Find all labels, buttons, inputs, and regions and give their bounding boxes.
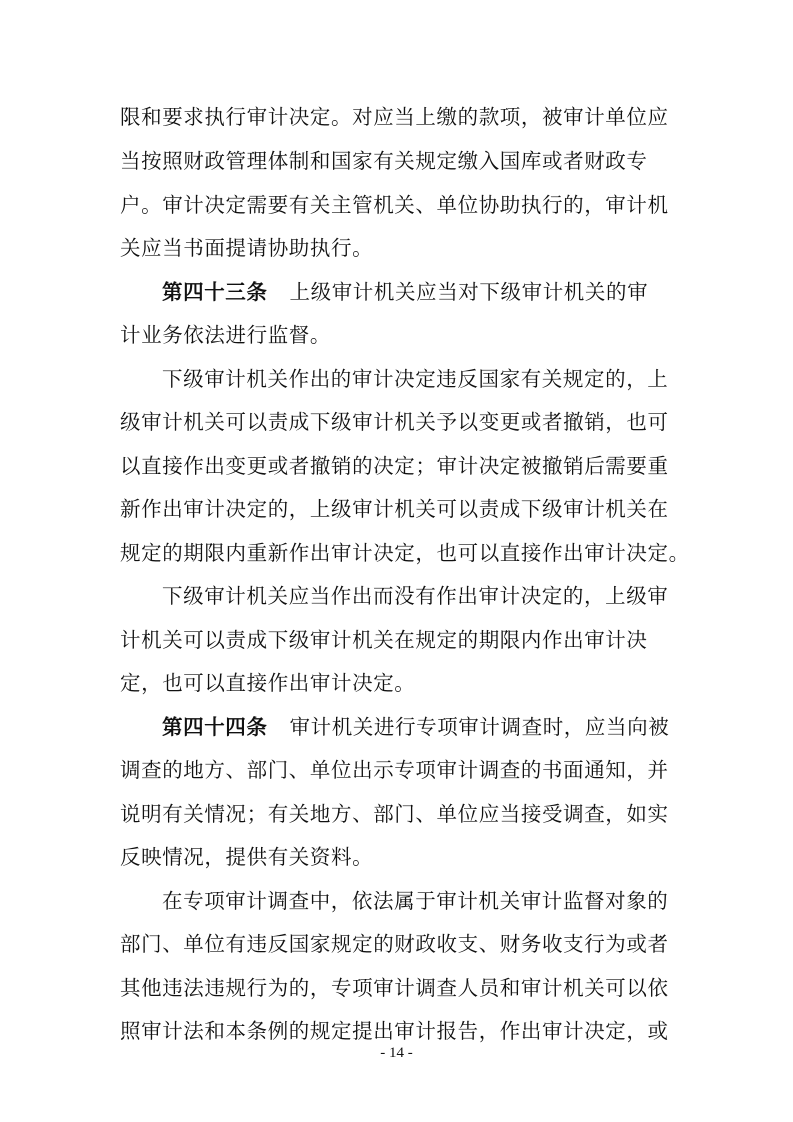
text-line: 新作出审计决定的，上级审计机关可以责成下级审计机关在	[120, 497, 669, 521]
text-line: 上级审计机关应当对下级审计机关的审	[289, 280, 649, 304]
text-line: 下级审计机关作出的审计决定违反国家有关规定的，上	[162, 367, 669, 391]
text-line: 其他违法违规行为的，专项审计调查人员和审计机关可以依	[120, 976, 669, 1000]
article-heading: 第四十三条	[162, 280, 268, 304]
text-line: 调查的地方、部门、单位出示专项审计调查的书面通知，并	[120, 758, 669, 782]
text-line: 定，也可以直接作出审计决定。	[120, 671, 416, 695]
article-43-line	[162, 272, 680, 312]
text-line: 在专项审计调查中，依法属于审计机关审计监督对象的	[162, 889, 669, 913]
text-line: 审计机关进行专项审计调查时，应当向被	[289, 715, 670, 739]
text-line: 计机关可以责成下级审计机关在规定的期限内作出审计决	[120, 628, 648, 652]
article-44-line	[162, 707, 680, 747]
text-line: 户。审计决定需要有关主管机关、单位协助执行的，审计机	[120, 193, 669, 217]
article-heading: 第四十四条	[162, 715, 268, 739]
text-line: 反映情况，提供有关资料。	[120, 845, 374, 869]
text-line: 当按照财政管理体制和国家有关规定缴入国库或者财政专	[120, 149, 648, 173]
text-line: 照审计法和本条例的规定提出审计报告，作出审计决定，或	[120, 1019, 669, 1043]
text-line: 说明有关情况；有关地方、部门、单位应当接受调查，如实	[120, 802, 669, 826]
text-line: 关应当书面提请协助执行。	[120, 236, 374, 260]
page-number: - 14 -	[380, 1045, 413, 1061]
text-line: 以直接作出变更或者撤销的决定；审计决定被撤销后需要重	[120, 454, 669, 478]
text-line: 下级审计机关应当作出而没有作出审计决定的，上级审	[162, 584, 669, 608]
text-line: 规定的期限内重新作出审计决定，也可以直接作出审计决定。	[120, 541, 690, 565]
text-line: 级审计机关可以责成下级审计机关予以变更或者撤销，也可	[120, 410, 669, 434]
text-line: 部门、单位有违反国家规定的财政收支、财务收支行为或者	[120, 932, 669, 956]
text-line: 计业务依法进行监督。	[120, 323, 331, 347]
text-line: 限和要求执行审计决定。对应当上缴的款项，被审计单位应	[120, 105, 669, 129]
